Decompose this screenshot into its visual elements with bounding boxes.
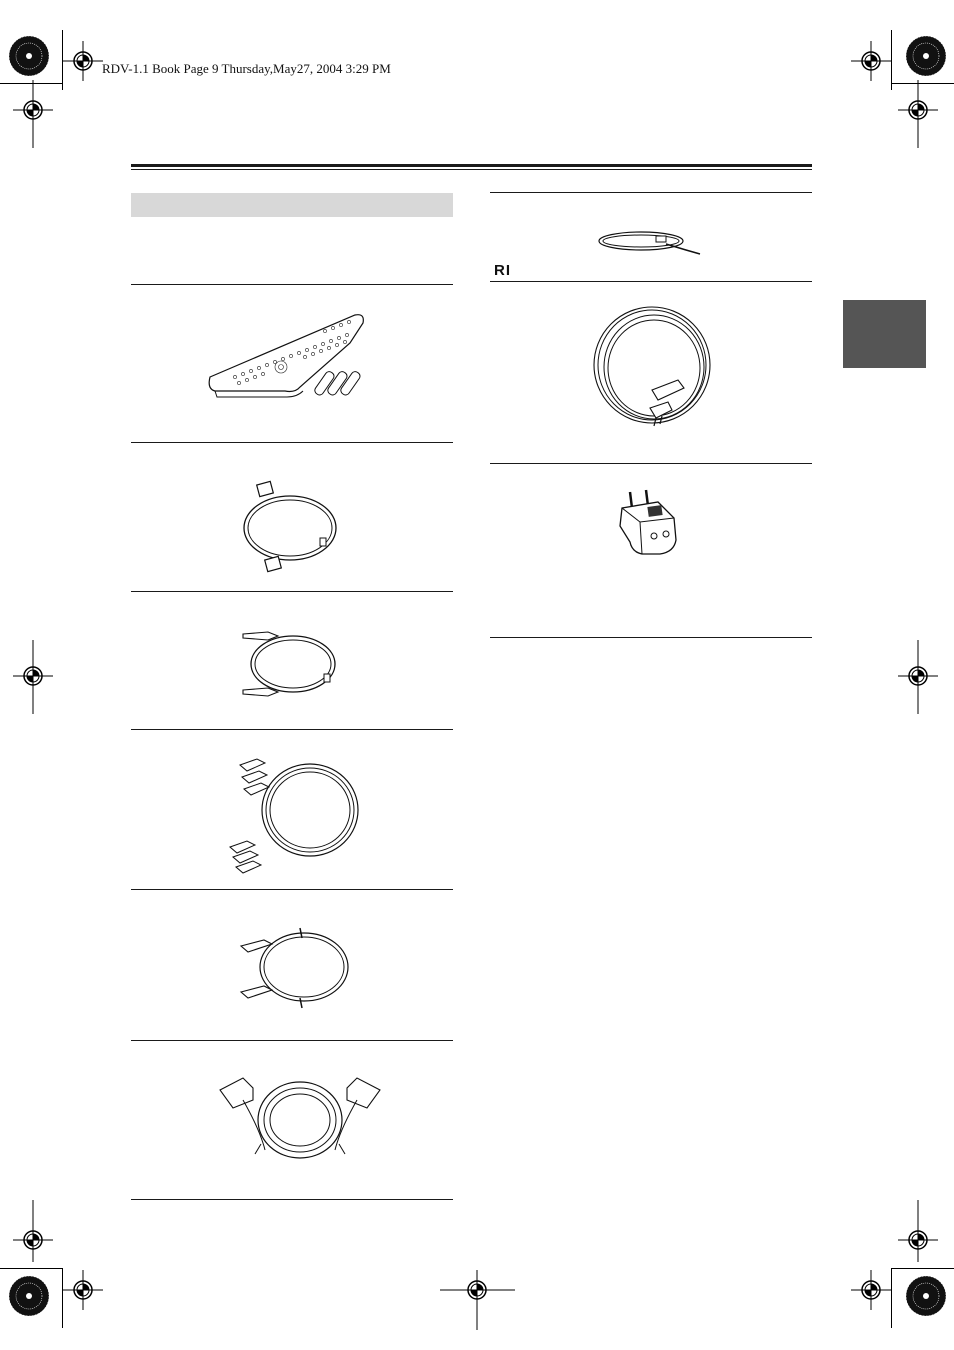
left-divider-7 [131,1199,453,1200]
left-divider-5 [131,889,453,890]
book-header-info: RDV-1.1 Book Page 9 Thursday,May27, 2004 3:29 PM [102,61,391,76]
ri-cable-icon [596,228,706,258]
chapter-tab [843,300,926,368]
s-video-cable-icon [238,624,348,704]
top-rule-thin [131,169,812,170]
right-divider-2 [490,281,812,282]
right-divider-3 [490,463,812,464]
top-rule [131,164,812,167]
left-divider-6 [131,1040,453,1041]
hdmi-cable-icon [238,478,348,578]
plug-adapter-icon [612,488,692,568]
left-divider-3 [131,591,453,592]
remote-controller-with-batteries-icon [205,305,405,405]
right-divider-1 [490,192,812,193]
left-divider-1 [131,284,453,285]
power-cord-icon [590,300,720,440]
right-divider-4 [490,637,812,638]
video-cable-icon [236,922,356,1012]
ri-logo: RI [494,262,511,279]
rca-av-cable-icon [225,755,375,875]
scart-cable-icon [215,1070,385,1170]
left-divider-4 [131,729,453,730]
left-divider-2 [131,442,453,443]
section-heading-bar [131,193,453,217]
